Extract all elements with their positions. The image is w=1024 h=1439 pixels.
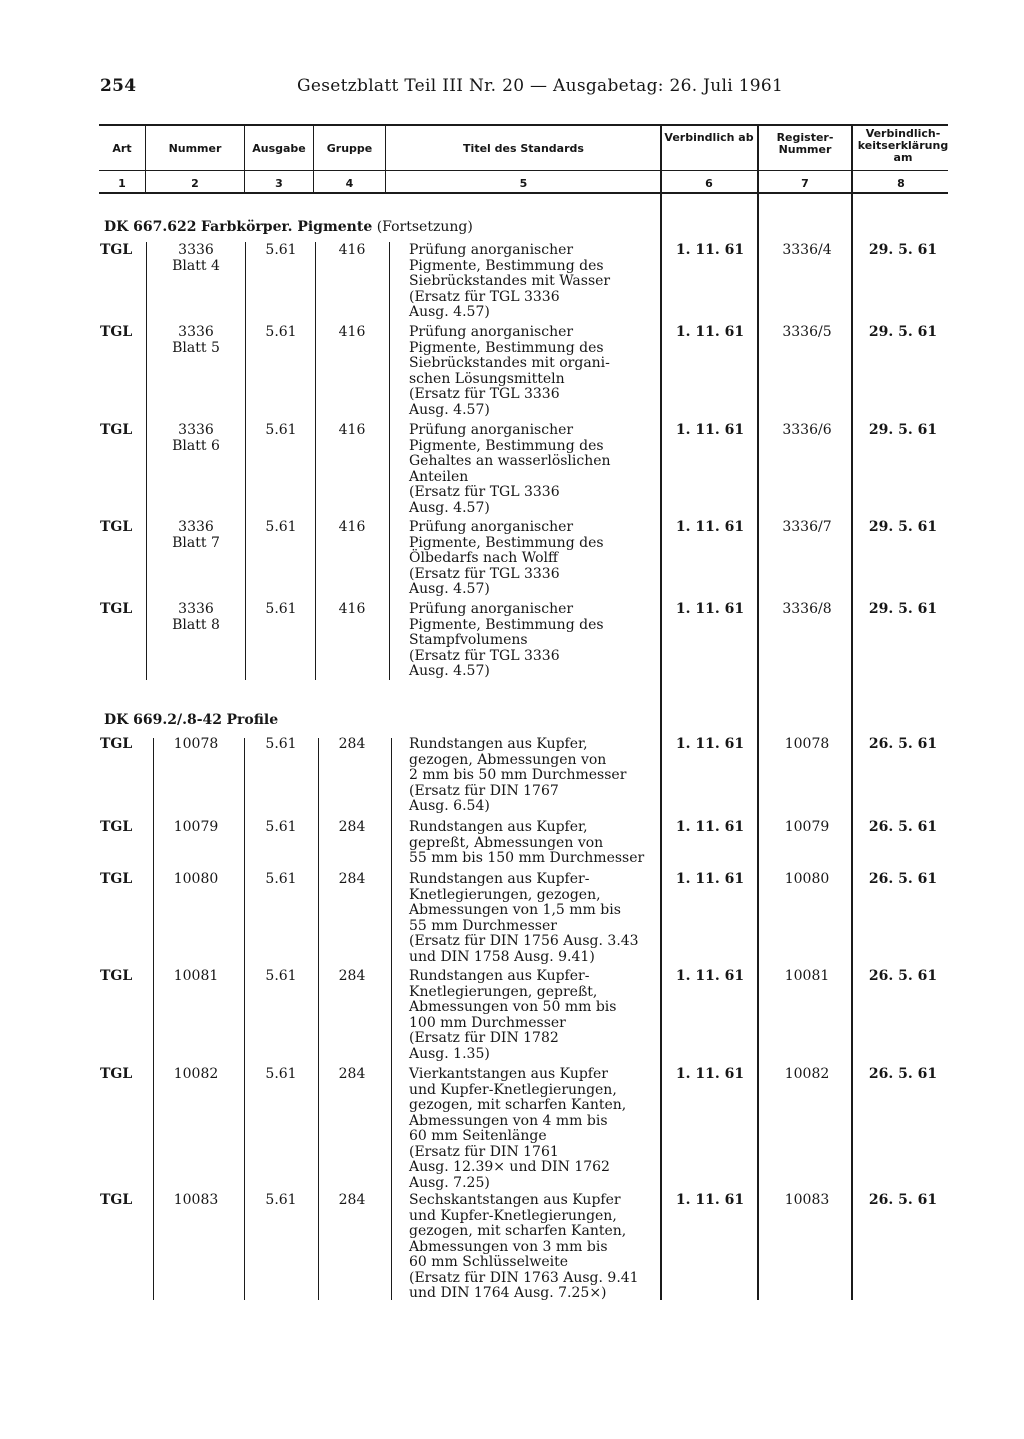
cell-art: TGL bbox=[100, 819, 133, 835]
cell-art: TGL bbox=[100, 242, 133, 258]
cell-nummer: 10082 bbox=[173, 1066, 219, 1082]
column-number: 3 bbox=[275, 177, 283, 190]
cell-nummer: 10083 bbox=[173, 1192, 219, 1208]
cell-verbindlichkeitserklaerung: 26. 5. 61 bbox=[868, 1192, 938, 1208]
cell-verbindlichkeitserklaerung: 26. 5. 61 bbox=[868, 1066, 938, 1082]
col-divider bbox=[313, 126, 314, 192]
cell-verbindlichkeitserklaerung: 29. 5. 61 bbox=[868, 601, 938, 617]
cell-titel: Prüfung anorganischer Pigmente, Bestimmung des Stampfvolumens (Ersatz für TGL 3336 Ausg. 4.57) bbox=[409, 601, 604, 679]
cell-nummer: 10080 bbox=[173, 871, 219, 887]
cell-nummer: 3336 Blatt 5 bbox=[172, 324, 220, 356]
column-header: Nummer bbox=[168, 142, 222, 155]
column-header: Verbindlich ab bbox=[664, 131, 754, 144]
cell-verbindlich-ab: 1. 11. 61 bbox=[675, 601, 745, 617]
cell-gruppe: 284 bbox=[338, 871, 366, 887]
cell-verbindlichkeitserklaerung: 29. 5. 61 bbox=[868, 519, 938, 535]
cell-gruppe: 416 bbox=[338, 324, 366, 340]
column-header: Ausgabe bbox=[252, 142, 306, 155]
cell-art: TGL bbox=[100, 871, 133, 887]
section-note: (Fortsetzung) bbox=[376, 219, 473, 235]
cell-titel: Prüfung anorganischer Pigmente, Bestimmung des Ölbedarfs nach Wolff (Ersatz für TGL 3336 Ausg. 4.57) bbox=[409, 519, 604, 597]
cell-register-nummer: 10083 bbox=[784, 1192, 830, 1208]
column-header: Titel des Standards bbox=[463, 142, 584, 155]
cell-gruppe: 284 bbox=[338, 1192, 366, 1208]
col-divider bbox=[389, 242, 390, 680]
cell-verbindlichkeitserklaerung: 26. 5. 61 bbox=[868, 871, 938, 887]
column-number: 4 bbox=[345, 177, 354, 190]
cell-gruppe: 284 bbox=[338, 1066, 366, 1082]
cell-ausgabe: 5.61 bbox=[265, 736, 297, 752]
cell-register-nummer: 10080 bbox=[784, 871, 830, 887]
cell-art: TGL bbox=[100, 324, 133, 340]
cell-register-nummer: 10082 bbox=[784, 1066, 830, 1082]
cell-ausgabe: 5.61 bbox=[265, 601, 297, 617]
cell-gruppe: 284 bbox=[338, 968, 366, 984]
cell-register-nummer: 3336/7 bbox=[782, 519, 832, 535]
cell-verbindlich-ab: 1. 11. 61 bbox=[675, 736, 745, 752]
running-title: Gesetzblatt Teil III Nr. 20 — Ausgabetag: 26. Juli 1961 bbox=[297, 76, 784, 96]
cell-gruppe: 284 bbox=[338, 736, 366, 752]
cell-ausgabe: 5.61 bbox=[265, 324, 297, 340]
cell-register-nummer: 3336/4 bbox=[782, 242, 832, 258]
cell-titel: Rundstangen aus Kupfer, gezogen, Abmessungen von 2 mm bis 50 mm Durchmesser (Ersatz für DIN 1767 Ausg. 6.54) bbox=[409, 736, 627, 814]
cell-verbindlichkeitserklaerung: 29. 5. 61 bbox=[868, 422, 938, 438]
column-header: Verbindlich-keitserklärung am bbox=[857, 127, 949, 164]
col-divider bbox=[145, 126, 146, 192]
col-divider bbox=[245, 242, 246, 680]
cell-art: TGL bbox=[100, 519, 133, 535]
cell-art: TGL bbox=[100, 736, 133, 752]
col-divider bbox=[391, 738, 392, 1300]
cell-ausgabe: 5.61 bbox=[265, 968, 297, 984]
cell-titel: Prüfung anorganischer Pigmente, Bestimmung des Gehaltes an wasserlöslichen Anteilen (Ersatz für TGL 3336 Ausg. 4.57) bbox=[409, 422, 611, 516]
cell-art: TGL bbox=[100, 601, 133, 617]
cell-ausgabe: 5.61 bbox=[265, 819, 297, 835]
cell-titel: Prüfung anorganischer Pigmente, Bestimmung des Siebrückstandes mit Wasser (Ersatz für TGL 3336 Ausg. 4.57) bbox=[409, 242, 611, 320]
cell-register-nummer: 10079 bbox=[784, 819, 830, 835]
page-number: 254 bbox=[100, 76, 137, 96]
cell-ausgabe: 5.61 bbox=[265, 519, 297, 535]
cell-titel: Sechskantstangen aus Kupfer und Kupfer-Knetlegierungen, gezogen, mit scharfen Kanten, Abmessungen von 3 mm bis 60 mm Schlüsselweite (Ersatz für DIN 1763 Ausg. 9.41 und DIN 1764 Ausg. 7.25×) bbox=[409, 1192, 639, 1301]
cell-art: TGL bbox=[100, 1066, 133, 1082]
cell-ausgabe: 5.61 bbox=[265, 242, 297, 258]
cell-nummer: 3336 Blatt 4 bbox=[172, 242, 220, 274]
cell-verbindlich-ab: 1. 11. 61 bbox=[675, 242, 745, 258]
cell-gruppe: 416 bbox=[338, 601, 366, 617]
cell-register-nummer: 10078 bbox=[784, 736, 830, 752]
cell-nummer: 10081 bbox=[173, 968, 219, 984]
column-number: 6 bbox=[705, 177, 713, 190]
cell-verbindlich-ab: 1. 11. 61 bbox=[675, 324, 745, 340]
cell-gruppe: 284 bbox=[338, 819, 366, 835]
section-title: Farbkörper. Pigmente bbox=[200, 219, 373, 235]
cell-register-nummer: 3336/8 bbox=[782, 601, 832, 617]
col-divider bbox=[146, 242, 147, 680]
cell-ausgabe: 5.61 bbox=[265, 1066, 297, 1082]
col-divider bbox=[851, 126, 853, 192]
col-divider bbox=[757, 126, 759, 192]
cell-gruppe: 416 bbox=[338, 242, 366, 258]
cell-nummer: 3336 Blatt 6 bbox=[172, 422, 220, 454]
cell-art: TGL bbox=[100, 1192, 133, 1208]
section-heading bbox=[104, 712, 278, 728]
section-code: DK 667.622 bbox=[104, 219, 197, 235]
cell-nummer: 10079 bbox=[173, 819, 219, 835]
cell-titel: Prüfung anorganischer Pigmente, Bestimmung des Siebrückstandes mit organi- schen Lösungsmitteln (Ersatz für TGL 3336 Ausg. 4.57) bbox=[409, 324, 610, 418]
cell-verbindlich-ab: 1. 11. 61 bbox=[675, 1066, 745, 1082]
table-top-rule bbox=[99, 124, 948, 126]
col-divider bbox=[244, 126, 245, 192]
cell-nummer: 3336 Blatt 7 bbox=[172, 519, 220, 551]
cell-verbindlich-ab: 1. 11. 61 bbox=[675, 968, 745, 984]
cell-verbindlichkeitserklaerung: 26. 5. 61 bbox=[868, 736, 938, 752]
column-number: 8 bbox=[897, 177, 905, 190]
cell-titel: Rundstangen aus Kupfer- Knetlegierungen, gepreßt, Abmessungen von 50 mm bis 100 mm Durchmesser (Ersatz für DIN 1782 Ausg. 1.35) bbox=[409, 968, 617, 1062]
section-code: DK 669.2/.8-42 bbox=[104, 712, 223, 728]
col-divider bbox=[315, 242, 316, 680]
cell-verbindlichkeitserklaerung: 29. 5. 61 bbox=[868, 324, 938, 340]
cell-verbindlichkeitserklaerung: 26. 5. 61 bbox=[868, 968, 938, 984]
section-heading bbox=[104, 219, 473, 235]
cell-verbindlichkeitserklaerung: 26. 5. 61 bbox=[868, 819, 938, 835]
cell-ausgabe: 5.61 bbox=[265, 422, 297, 438]
column-number: 2 bbox=[191, 177, 199, 190]
column-header: Register-Nummer bbox=[776, 131, 834, 156]
header-rule bbox=[99, 170, 948, 171]
cell-gruppe: 416 bbox=[338, 519, 366, 535]
cell-art: TGL bbox=[100, 422, 133, 438]
cell-verbindlich-ab: 1. 11. 61 bbox=[675, 871, 745, 887]
col-divider bbox=[385, 126, 386, 192]
cell-register-nummer: 3336/5 bbox=[782, 324, 832, 340]
cell-nummer: 10078 bbox=[173, 736, 219, 752]
cell-verbindlich-ab: 1. 11. 61 bbox=[675, 519, 745, 535]
cell-verbindlich-ab: 1. 11. 61 bbox=[675, 422, 745, 438]
cell-ausgabe: 5.61 bbox=[265, 871, 297, 887]
cell-ausgabe: 5.61 bbox=[265, 1192, 297, 1208]
cell-verbindlich-ab: 1. 11. 61 bbox=[675, 819, 745, 835]
cell-nummer: 3336 Blatt 8 bbox=[172, 601, 220, 633]
col-divider bbox=[660, 194, 662, 1300]
cell-titel: Rundstangen aus Kupfer- Knetlegierungen, gezogen, Abmessungen von 1,5 mm bis 55 mm Durchmesser (Ersatz für DIN 1756 Ausg. 3.43 und DIN 1758 Ausg. 9.41) bbox=[409, 871, 639, 965]
section-title: Profile bbox=[226, 712, 279, 728]
col-divider bbox=[244, 738, 245, 1300]
column-number: 1 bbox=[118, 177, 126, 190]
cell-art: TGL bbox=[100, 968, 133, 984]
cell-register-nummer: 10081 bbox=[784, 968, 830, 984]
column-header: Art bbox=[112, 142, 132, 155]
cell-verbindlich-ab: 1. 11. 61 bbox=[675, 1192, 745, 1208]
column-header: Gruppe bbox=[326, 142, 373, 155]
column-number: 5 bbox=[519, 177, 528, 190]
col-divider bbox=[757, 194, 759, 1300]
cell-gruppe: 416 bbox=[338, 422, 366, 438]
cell-titel: Rundstangen aus Kupfer, gepreßt, Abmessungen von 55 mm bis 150 mm Durchmesser bbox=[409, 819, 645, 866]
cell-titel: Vierkantstangen aus Kupfer und Kupfer-Knetlegierungen, gezogen, mit scharfen Kanten, Abmessungen von 4 mm bis 60 mm Seitenlänge (Ersatz für DIN 1761 Ausg. 12.39× und DIN 1762 Ausg. 7.25) bbox=[409, 1066, 627, 1191]
number-row-rule bbox=[99, 192, 948, 194]
column-number: 7 bbox=[801, 177, 809, 190]
cell-register-nummer: 3336/6 bbox=[782, 422, 832, 438]
cell-verbindlichkeitserklaerung: 29. 5. 61 bbox=[868, 242, 938, 258]
